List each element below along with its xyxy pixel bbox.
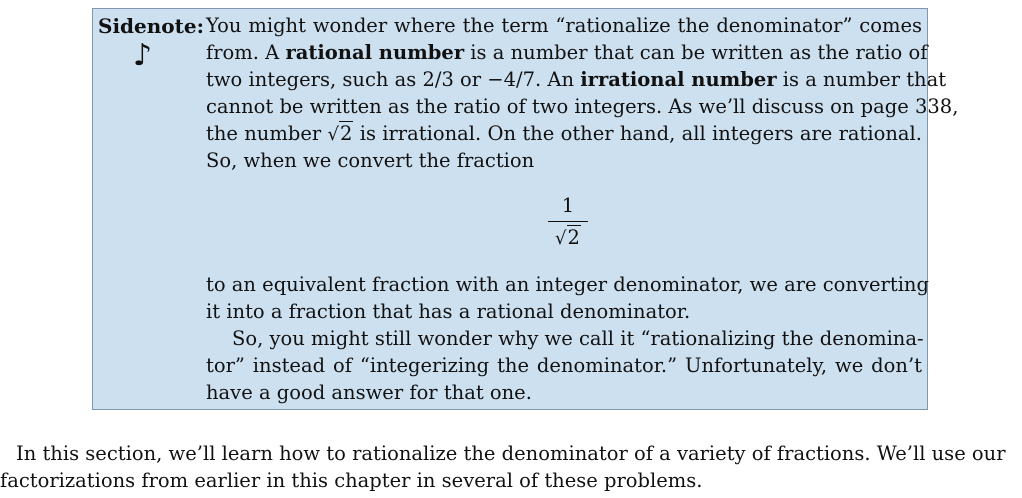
fraction-numerator: 1	[561, 194, 575, 217]
sidenote-line-1: You might wonder where the term “rationalize the denominator” comes	[206, 14, 922, 37]
term-irrational-number: irrational number	[580, 68, 777, 91]
sidenote-line-9: So, you might still wonder why we call it “rationalizing the denomina-	[232, 327, 924, 350]
sidenote-line-8: it into a fraction that has a rational denominator.	[206, 300, 691, 323]
sidenote-line-7: to an equivalent fraction with an integer denominator, we are converting	[206, 273, 929, 296]
sidenote-box	[92, 8, 959, 410]
fraction-bar	[548, 221, 588, 222]
sidenote-line-3: two integers, such as 2/3 or −4/7. An irrational number is a number that	[206, 68, 947, 91]
fraction-one-over-sqrt-two	[538, 194, 598, 251]
body-paragraph-line-1: In this section, we’ll learn how to rationalize the denominator of a variety of fractions. We’ll use our	[16, 442, 1006, 465]
sidenote-line-11: have a good answer for that one.	[206, 381, 532, 404]
sidenote-label: Sidenote:	[98, 14, 204, 38]
fraction-denominator: √2	[555, 226, 580, 249]
sidenote-line-6: So, when we convert the fraction	[206, 149, 535, 172]
body-paragraph-line-2: factorizations from earlier in this chapter in several of these problems.	[0, 469, 703, 492]
sidenote-line-10: tor” instead of “integerizing the denominator.” Unfortunately, we don’t	[206, 354, 922, 377]
term-rational-number: rational number	[285, 41, 465, 64]
sidenote-line-2: from. A rational number is a number that can be written as the ratio of	[206, 41, 928, 64]
sidenote-line-4: cannot be written as the ratio of two integers. As we’ll discuss on page 338,	[206, 95, 959, 118]
eighth-note-icon: ♪	[133, 38, 153, 73]
sidenote-line-5: the number √2 is irrational. On the other hand, all integers are rational.	[206, 122, 922, 145]
